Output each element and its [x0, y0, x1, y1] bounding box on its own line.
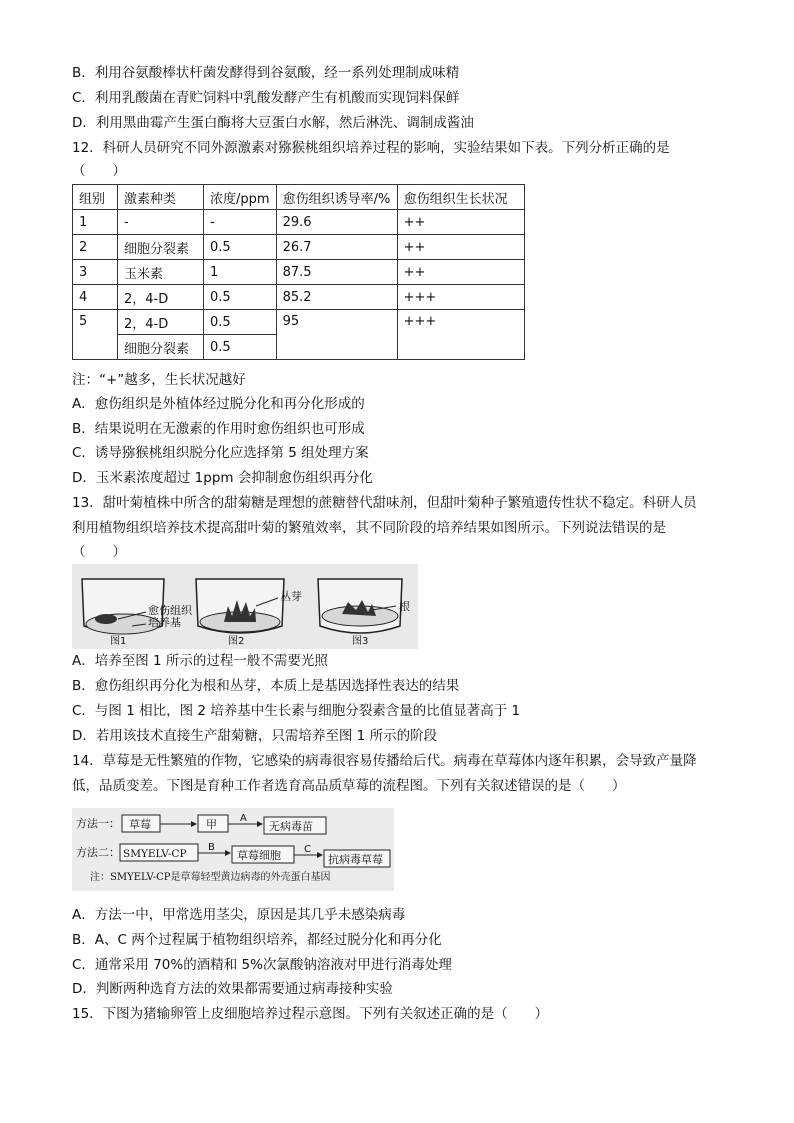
q13-culture-figure	[72, 564, 418, 649]
label-medium: 培养基	[148, 616, 181, 629]
m1-jia-label: 甲	[206, 818, 217, 831]
m2-gene-label: SMYELV-CP	[123, 848, 187, 860]
q12-stem: 12．科研人员研究不同外源激素对猕猴桃组织培养过程的影响，实验结果如下表。下列分析正确的是	[72, 140, 670, 156]
callus-shape	[95, 614, 117, 624]
table-row	[73, 285, 525, 310]
cell: +++	[397, 310, 524, 360]
m1-arrow-a-label: A	[240, 813, 247, 824]
cell: ++	[397, 210, 524, 235]
q14-option-a: A．方法一中，甲常选用茎尖，原因是其几乎未感染病毒	[72, 907, 406, 923]
q11-option-c: C．利用乳酸菌在青贮饲料中乳酸发酵产生有机酸而实现饲料保鲜	[72, 90, 460, 106]
header-hormone: 激素种类	[118, 185, 204, 210]
q12-option-b: B．结果说明在无激素的作用时愈伤组织也可形成	[72, 421, 365, 437]
cell: 95	[276, 310, 397, 360]
q13-option-b: B．愈伤组织再分化为根和丛芽，本质上是基因选择性表达的结果	[72, 678, 460, 694]
q12-table-note: 注：“+”越多，生长状况越好	[72, 372, 246, 388]
dish-3	[318, 579, 402, 633]
header-growth: 愈伤组织生长状况	[397, 185, 524, 210]
label-shoot: 丛芽	[280, 590, 302, 603]
cell: 5	[73, 310, 118, 360]
cell: -	[118, 210, 204, 235]
cell: 4	[73, 285, 118, 310]
cell: 29.6	[276, 210, 397, 235]
label-fig3: 图3	[352, 636, 369, 647]
label-fig2: 图2	[228, 636, 245, 647]
table-row	[73, 235, 525, 260]
cell: 87.5	[276, 260, 397, 285]
table-row	[73, 260, 525, 285]
label-root: 根	[399, 600, 410, 613]
m2-resistant-label: 抗病毒草莓	[328, 853, 383, 866]
cell: 玉米素	[118, 260, 204, 285]
cell: 2，4-D	[118, 310, 204, 335]
cell: 1	[204, 260, 277, 285]
cell: 1	[73, 210, 118, 235]
header-group: 组别	[73, 185, 118, 210]
q14-option-d: D．判断两种选育方法的效果都需要通过病毒接种实验	[72, 981, 393, 997]
table-row	[73, 210, 525, 235]
cell: 0.5	[204, 235, 277, 260]
cell: ++	[397, 260, 524, 285]
q13-option-a: A．培养至图 1 所示的过程一般不需要光照	[72, 653, 328, 669]
cell: 细胞分裂素	[118, 335, 204, 360]
q13-option-d: D．若用该技术直接生产甜菊糖，只需培养至图 1 所示的阶段	[72, 728, 438, 744]
q14-option-b: B．A、C 两个过程属于植物组织培养，都经过脱分化和再分化	[72, 932, 442, 948]
cell: 0.5	[204, 285, 277, 310]
q13-option-c: C．与图 1 相比，图 2 培养基中生长素与细胞分裂素含量的比值显著高于 1	[72, 703, 521, 719]
q12-option-c: C．诱导猕猴桃组织脱分化应选择第 5 组处理方案	[72, 445, 369, 461]
label-fig1: 图1	[110, 636, 127, 647]
m2-arrow-c-label: C	[304, 844, 311, 855]
q13-answer-bracket: （ ）	[72, 544, 126, 560]
cell: 2，4-D	[118, 285, 204, 310]
q14-flow-diagram	[72, 808, 394, 891]
table-header-row	[73, 185, 525, 210]
m2-arrow-b-label: B	[208, 842, 215, 853]
cell: 3	[73, 260, 118, 285]
cell: 26.7	[276, 235, 397, 260]
q12-answer-bracket: （ ）	[72, 163, 126, 179]
cell: 0.5	[204, 335, 277, 360]
q14-stem-2: 低，品质变差。下图是育种工作者选育高品质草莓的流程图。下列有关叙述错误的是（ ）	[72, 778, 626, 794]
m2-cell-label: 草莓细胞	[237, 849, 281, 862]
q14-option-c: C．通常采用 70%的酒精和 5%次氯酸钠溶液对甲进行消毒处理	[72, 957, 452, 973]
table-row	[73, 310, 525, 335]
cell: +++	[397, 285, 524, 310]
header-concentration: 浓度/ppm	[204, 185, 277, 210]
m1-virus-free-label: 无病毒苗	[269, 820, 313, 833]
dish-2	[196, 579, 284, 633]
q13-stem-1: 13．甜叶菊植株中所含的甜菊糖是理想的蔗糖替代甜味剂，但甜叶菊种子繁殖遗传性状不稳定。科研人员	[72, 495, 697, 511]
label-callus: 愈伤组织	[148, 604, 192, 617]
q14-stem-1: 14．草莓是无性繁殖的作物，它感染的病毒很容易传播给后代。病毒在草莓体内逐年积累，会导致产量降	[72, 753, 697, 769]
q11-option-b: B．利用谷氨酸棒状杆菌发酵得到谷氨酸，经一系列处理制成味精	[72, 65, 460, 81]
cell: 85.2	[276, 285, 397, 310]
q12-table	[72, 184, 525, 360]
method1-label: 方法一：	[76, 817, 120, 830]
q12-option-d: D．玉米素浓度超过 1ppm 会抑制愈伤组织再分化	[72, 470, 373, 486]
method2-label: 方法二：	[76, 846, 120, 859]
header-induction-rate: 愈伤组织诱导率/%	[276, 185, 397, 210]
m1-strawberry-label: 草莓	[129, 818, 151, 831]
q13-stem-2: 利用植物组织培养技术提高甜叶菊的繁殖效率，其不同阶段的培养结果如图所示。下列说法错误的是	[72, 520, 666, 536]
cell: 2	[73, 235, 118, 260]
cell: 细胞分裂素	[118, 235, 204, 260]
cell: ++	[397, 235, 524, 260]
cell: -	[204, 210, 277, 235]
q11-option-d: D．利用黑曲霉产生蛋白酶将大豆蛋白水解，然后淋洗、调制成酱油	[72, 115, 474, 131]
flow-note: 注：SMYELV-CP是草莓轻型黄边病毒的外壳蛋白基因	[90, 872, 331, 883]
q15-stem: 15．下图为猪输卵管上皮细胞培养过程示意图。下列有关叙述正确的是（ ）	[72, 1006, 549, 1022]
cell: 0.5	[204, 310, 277, 335]
q12-option-a: A．愈伤组织是外植体经过脱分化和再分化形成的	[72, 396, 365, 412]
